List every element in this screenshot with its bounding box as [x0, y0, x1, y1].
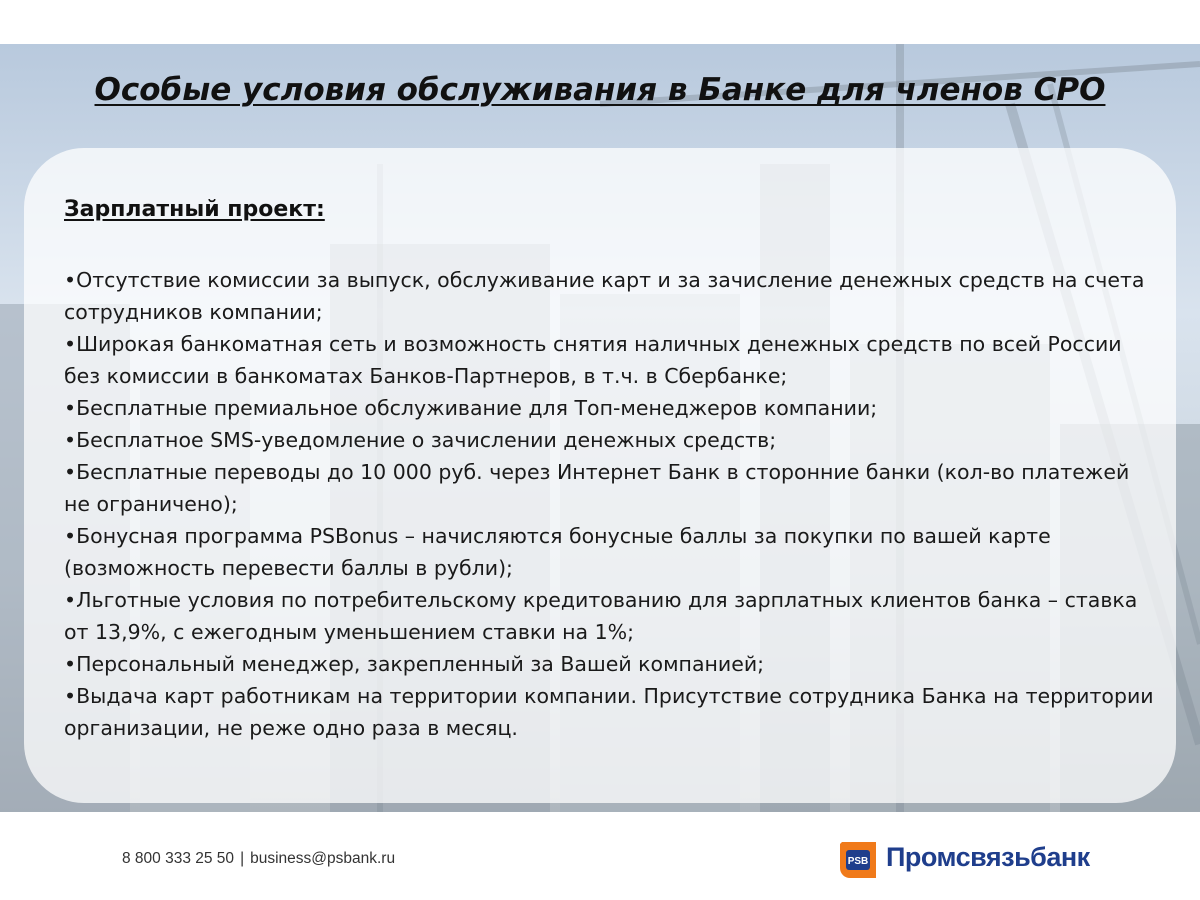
bullet-item: • Широкая банкоматная сеть и возможность снятия наличных денежных средств по всей России без комиссии в банкоматах Банков-Партнеров, в т.ч. в Сбербанке; [64, 328, 1160, 392]
top-strip [0, 0, 1200, 44]
bullet-item: • Бесплатное SMS-уведомление о зачислении денежных средств; [64, 424, 1160, 456]
bullet-item: • Бонусная программа PSBonus – начисляются бонусные баллы за покупки по вашей карте (возможность перевести баллы в рубли); [64, 520, 1160, 584]
bullet-list [64, 264, 1160, 744]
bullet-item: • Льготные условия по потребительскому кредитованию для зарплатных клиентов банка – ставка от 13,9%, с ежегодным уменьшением ставки на 1%; [64, 584, 1160, 648]
email-address: business@psbank.ru [250, 850, 396, 867]
bullet-item: • Отсутствие комиссии за выпуск, обслуживание карт и за зачисление денежных средств на счета сотрудников компании; [64, 264, 1160, 328]
bullet-item: • Персональный менеджер, закрепленный за Вашей компанией; [64, 648, 1160, 680]
contact-info [122, 850, 395, 868]
psb-logo-icon [836, 838, 880, 882]
slide-title: Особые условия обслуживания в Банке для членов СРО [94, 72, 1106, 108]
section-heading: Зарплатный проект: [64, 197, 325, 222]
bullet-item: • Выдача карт работникам на территории компании. Присутствие сотрудника Банка на территории организации, не реже одно раза в месяц. [64, 680, 1160, 744]
bullet-item: • Бесплатные премиальное обслуживание для Топ-менеджеров компании; [64, 392, 1160, 424]
bank-name: Промсвязьбанк [886, 842, 1090, 872]
phone-number: 8 800 333 25 50 [122, 850, 235, 867]
bullet-item: • Бесплатные переводы до 10 000 руб. через Интернет Банк в сторонние банки (кол-во платежей не ограничено); [64, 456, 1160, 520]
logo-text: PSB [847, 856, 869, 867]
contact-separator: | [240, 850, 245, 867]
